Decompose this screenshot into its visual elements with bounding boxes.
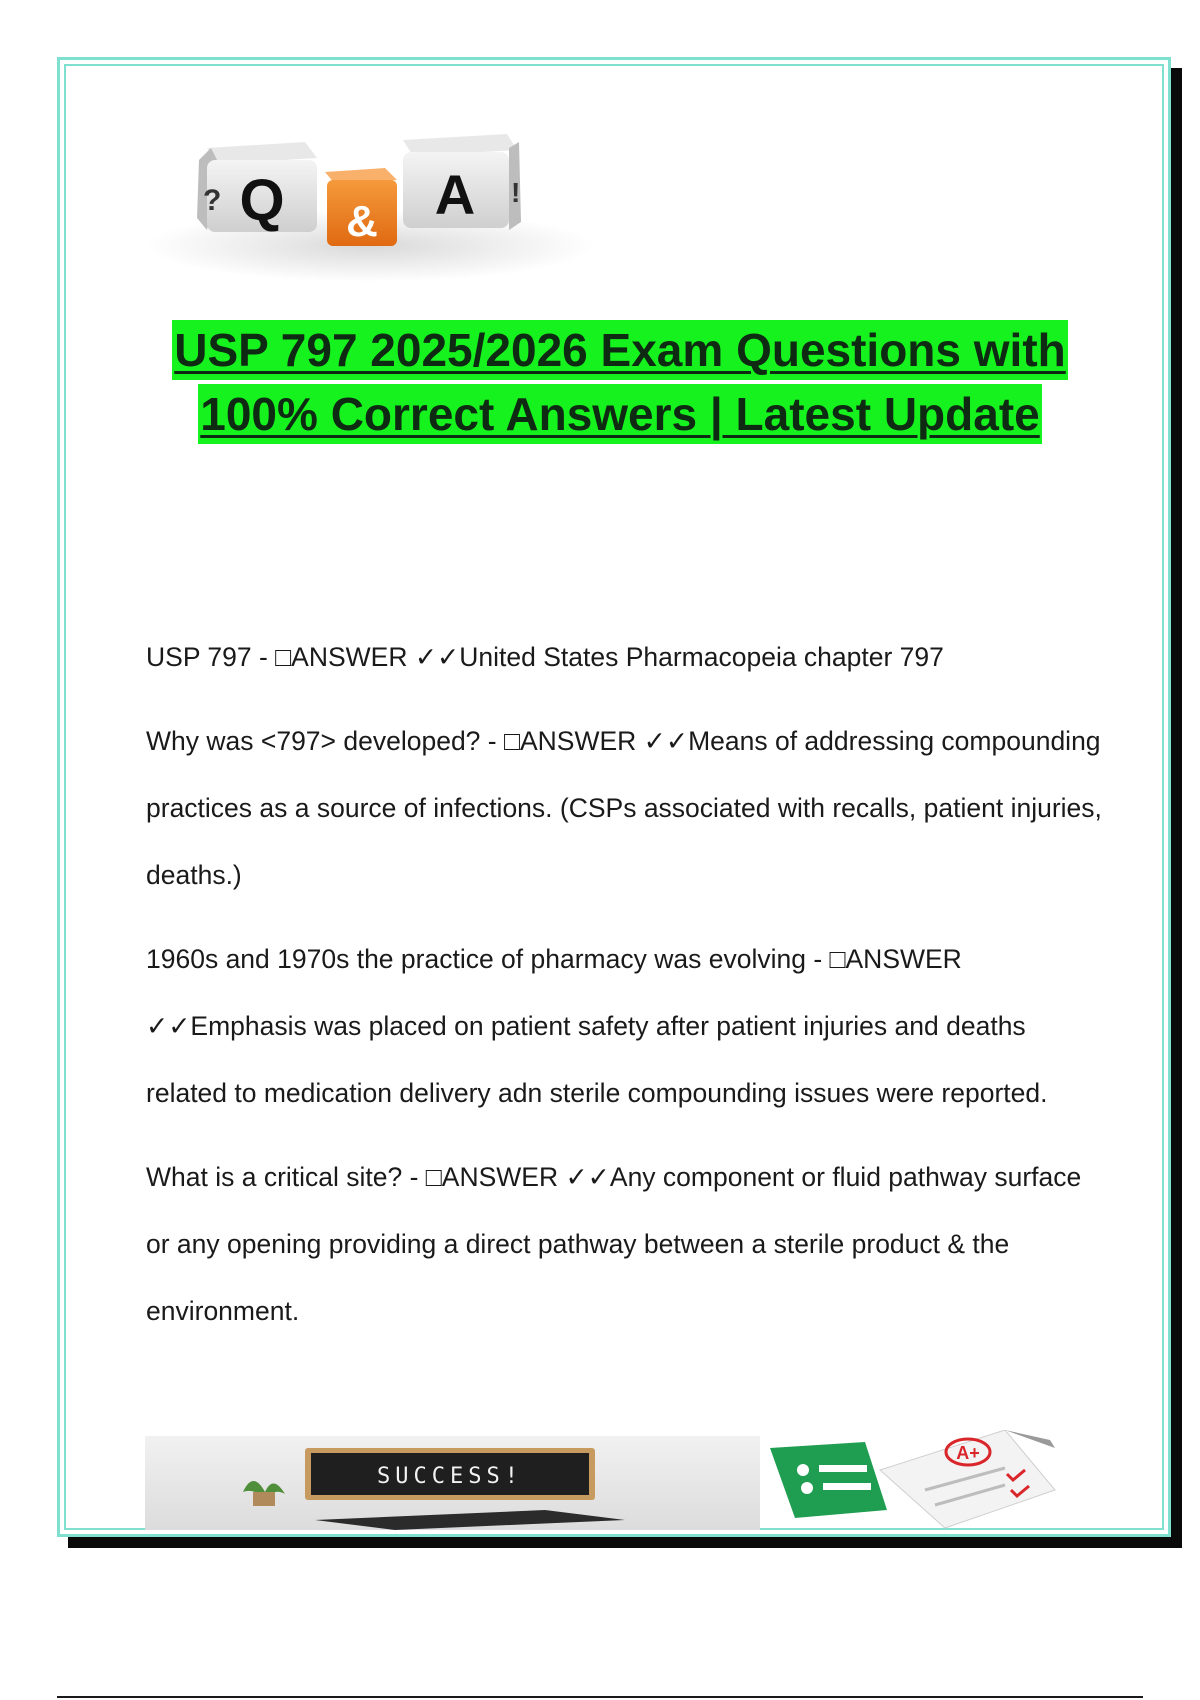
dice-ampersand-letter: &	[346, 197, 378, 246]
bottom-divider	[57, 1696, 1143, 1698]
qa-item	[146, 708, 1106, 909]
answer-text: Any component or fluid pathway surface or any opening providing a direct pathway between a sterile product & the environment.	[146, 1162, 1082, 1326]
success-chalkboard-icon	[145, 1436, 760, 1530]
qa-item	[146, 926, 1106, 1127]
title-line-1: USP 797 2025/2026 Exam Questions with	[172, 320, 1068, 380]
answer-marker: - □ANSWER ✓✓	[402, 1162, 610, 1192]
grade-text: A+	[956, 1443, 980, 1463]
dice-a	[403, 134, 521, 230]
qa-item	[146, 624, 1106, 691]
answer-marker: - □ANSWER ✓✓	[251, 642, 460, 672]
answer-text: Means of addressing compounding practices as a source of infections. (CSPs associated with recalls, patient injuries, deaths.)	[146, 726, 1102, 890]
success-sign-text: SUCCESS!	[377, 1464, 523, 1489]
answer-text: Emphasis was placed on patient safety after patient injuries and deaths related to medication delivery adn sterile compounding issues were reported.	[146, 1011, 1048, 1108]
footer-illustration	[145, 1430, 1085, 1530]
dice-a-letter: A	[434, 163, 476, 226]
dice-ampersand	[325, 168, 397, 246]
answer-text: United States Pharmacopeia chapter 797	[459, 642, 944, 672]
qa-list	[146, 624, 1106, 1362]
question-text: What is a critical site?	[146, 1162, 403, 1192]
dice-q-letter: Q	[239, 168, 285, 233]
qa-dice-icon	[145, 118, 600, 288]
title-line-2: 100% Correct Answers | Latest Update	[198, 384, 1041, 444]
question-text: Why was <797> developed?	[146, 726, 481, 756]
svg-text:?: ?	[203, 184, 222, 217]
question-text: 1960s and 1970s the practice of pharmacy was evolving	[146, 944, 806, 974]
answer-marker: - □ANSWER ✓✓	[480, 726, 689, 756]
qa-item	[146, 1144, 1106, 1345]
svg-text:!: !	[511, 177, 521, 208]
question-text: USP 797	[146, 642, 252, 672]
dice-q	[197, 142, 317, 233]
answer-marker: - □ANSWER ✓✓	[146, 944, 962, 1041]
document-title	[100, 318, 1140, 446]
grade-paper-icon	[770, 1430, 1055, 1528]
